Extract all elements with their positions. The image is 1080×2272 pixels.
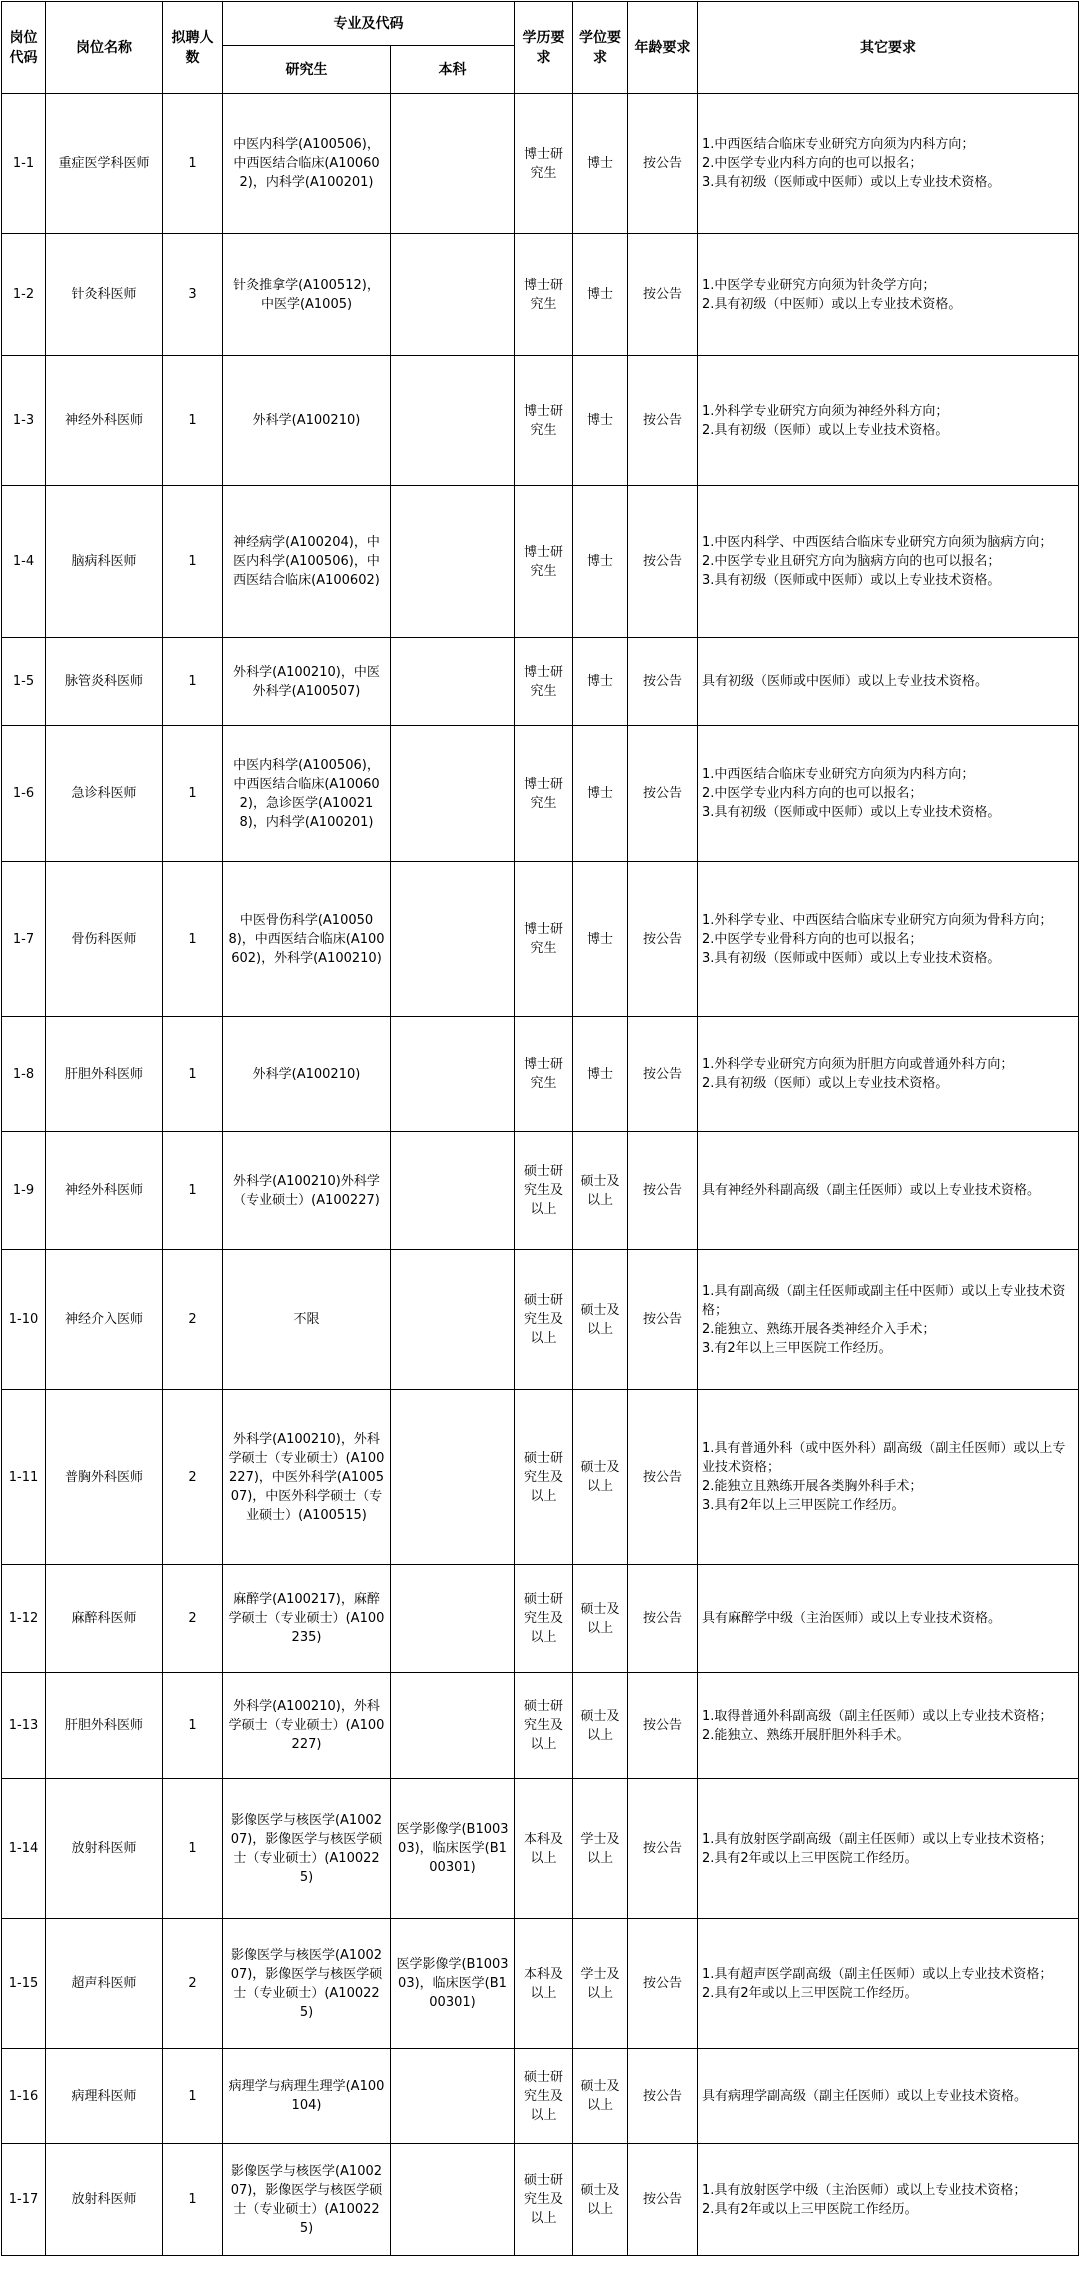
cell-graduate-major: 针灸推拿学(A100512)，中医学(A1005) — [223, 234, 391, 356]
requirement-line: 2.中医学专业内科方向的也可以报名； — [702, 156, 923, 171]
cell-degree: 学士及以上 — [573, 1779, 628, 1919]
requirement-line: 1.外科学专业研究方向须为神经外科方向； — [702, 403, 949, 419]
cell-count: 1 — [163, 1132, 223, 1250]
cell-other-requirements — [698, 726, 1079, 862]
requirement-line: 2.能独立、熟练开展各类神经介入手术； — [702, 1321, 936, 1337]
cell-other-requirements — [698, 1565, 1079, 1673]
requirement-line: 2.具有2年或以上三甲医院工作经历。 — [702, 1850, 918, 1866]
cell-name: 肝胆外科医师 — [46, 1673, 163, 1779]
cell-age: 按公告 — [628, 356, 698, 486]
table-row — [2, 486, 1079, 638]
requirement-line: 2.中医学专业且研究方向为脑病方向的也可以报名； — [702, 554, 1001, 569]
requirement-line: 具有初级（医师或中医师）或以上专业技术资格。 — [702, 674, 989, 689]
cell-undergrad-major — [391, 1390, 515, 1565]
cell-graduate-major: 中医骨伤科学(A100508)，中西医结合临床(A100602)，外科学(A100210) — [223, 862, 391, 1017]
cell-age: 按公告 — [628, 726, 698, 862]
cell-age: 按公告 — [628, 1017, 698, 1132]
cell-degree: 博士 — [573, 1017, 628, 1132]
cell-count: 1 — [163, 486, 223, 638]
cell-age: 按公告 — [628, 1390, 698, 1565]
cell-undergrad-major — [391, 638, 515, 726]
cell-undergrad-major — [391, 2049, 515, 2144]
cell-count: 2 — [163, 1250, 223, 1390]
cell-education: 博士研究生 — [515, 862, 573, 1017]
cell-degree: 硕士及以上 — [573, 1390, 628, 1565]
cell-undergrad-major — [391, 1132, 515, 1250]
cell-education: 硕士研究生及以上 — [515, 2144, 573, 2256]
requirement-line: 1.外科学专业、中西医结合临床专业研究方向须为骨科方向； — [702, 912, 1053, 928]
cell-education: 硕士研究生及以上 — [515, 1390, 573, 1565]
cell-education: 博士研究生 — [515, 638, 573, 726]
table-row — [2, 1919, 1079, 2049]
cell-code: 1-5 — [2, 638, 46, 726]
cell-other-requirements — [698, 1017, 1079, 1132]
cell-name: 骨伤科医师 — [46, 862, 163, 1017]
table-row — [2, 1017, 1079, 1132]
cell-education: 本科及以上 — [515, 1919, 573, 2049]
cell-degree: 硕士及以上 — [573, 1673, 628, 1779]
cell-education: 硕士研究生及以上 — [515, 1565, 573, 1673]
cell-code: 1-14 — [2, 1779, 46, 1919]
cell-graduate-major: 病理学与病理生理学(A100104) — [223, 2049, 391, 2144]
cell-other-requirements — [698, 486, 1079, 638]
cell-degree: 博士 — [573, 638, 628, 726]
cell-other-requirements — [698, 638, 1079, 726]
cell-undergrad-major — [391, 2144, 515, 2256]
cell-other-requirements — [698, 94, 1079, 234]
cell-name: 神经外科医师 — [46, 356, 163, 486]
cell-graduate-major: 影像医学与核医学(A100207)，影像医学与核医学硕士（专业硕士）(A100225) — [223, 2144, 391, 2256]
cell-code: 1-12 — [2, 1565, 46, 1673]
cell-other-requirements — [698, 2049, 1079, 2144]
cell-degree: 硕士及以上 — [573, 2049, 628, 2144]
cell-other-requirements — [698, 1390, 1079, 1565]
cell-undergrad-major — [391, 1250, 515, 1390]
cell-count: 3 — [163, 234, 223, 356]
requirement-line: 3.具有初级（医师或中医师）或以上专业技术资格。 — [702, 950, 1001, 966]
cell-age: 按公告 — [628, 2144, 698, 2256]
cell-graduate-major: 外科学(A100210)，中医外科学(A100507) — [223, 638, 391, 726]
cell-age: 按公告 — [628, 486, 698, 638]
cell-degree: 博士 — [573, 726, 628, 862]
cell-degree: 硕士及以上 — [573, 1250, 628, 1390]
cell-graduate-major: 不限 — [223, 1250, 391, 1390]
requirement-line: 2.具有初级（中医师）或以上专业技术资格。 — [702, 296, 962, 312]
cell-degree: 硕士及以上 — [573, 1132, 628, 1250]
cell-count: 1 — [163, 726, 223, 862]
cell-count: 1 — [163, 2144, 223, 2256]
table-row — [2, 234, 1079, 356]
cell-undergrad-major — [391, 486, 515, 638]
requirement-line: 2.具有2年或以上三甲医院工作经历。 — [702, 1985, 918, 2001]
cell-age: 按公告 — [628, 94, 698, 234]
cell-count: 2 — [163, 1565, 223, 1673]
cell-graduate-major: 神经病学(A100204)，中医内科学(A100506)，中西医结合临床(A100602) — [223, 486, 391, 638]
header-count: 拟聘人数 — [163, 2, 223, 94]
table-row — [2, 356, 1079, 486]
cell-graduate-major: 外科学(A100210) — [223, 1017, 391, 1132]
cell-code: 1-2 — [2, 234, 46, 356]
cell-code: 1-16 — [2, 2049, 46, 2144]
requirement-line: 1.具有放射医学中级（主治医师）或以上专业技术资格； — [702, 2182, 1027, 2198]
cell-age: 按公告 — [628, 2049, 698, 2144]
cell-graduate-major: 外科学(A100210) — [223, 356, 391, 486]
cell-name: 脉管炎科医师 — [46, 638, 163, 726]
cell-code: 1-1 — [2, 94, 46, 234]
cell-degree: 硕士及以上 — [573, 2144, 628, 2256]
cell-code: 1-17 — [2, 2144, 46, 2256]
cell-name: 普胸外科医师 — [46, 1390, 163, 1565]
cell-undergrad-major — [391, 1017, 515, 1132]
requirement-line: 3.具有2年以上三甲医院工作经历。 — [702, 1498, 905, 1513]
cell-count: 1 — [163, 94, 223, 234]
cell-graduate-major: 中医内科学(A100506)，中西医结合临床(A100602)，内科学(A100201) — [223, 94, 391, 234]
cell-code: 1-7 — [2, 862, 46, 1017]
cell-name: 超声科医师 — [46, 1919, 163, 2049]
requirement-line: 1.取得普通外科副高级（副主任医师）或以上专业技术资格； — [702, 1708, 1053, 1724]
cell-undergrad-major — [391, 862, 515, 1017]
header-undergrad: 本科 — [391, 46, 515, 94]
cell-name: 放射科医师 — [46, 1779, 163, 1919]
requirement-line: 1.具有放射医学副高级（副主任医师）或以上专业技术资格； — [702, 1831, 1053, 1847]
cell-name: 麻醉科医师 — [46, 1565, 163, 1673]
cell-graduate-major: 外科学(A100210)，外科学硕士（专业硕士）(A100227) — [223, 1673, 391, 1779]
cell-undergrad-major — [391, 1565, 515, 1673]
table-row — [2, 1673, 1079, 1779]
cell-count: 1 — [163, 356, 223, 486]
cell-other-requirements — [698, 1673, 1079, 1779]
table-row — [2, 1250, 1079, 1390]
cell-graduate-major: 麻醉学(A100217)，麻醉学硕士（专业硕士）(A100235) — [223, 1565, 391, 1673]
cell-other-requirements — [698, 1919, 1079, 2049]
requirement-line: 3.具有初级（医师或中医师）或以上专业技术资格。 — [702, 573, 1001, 588]
cell-other-requirements — [698, 2144, 1079, 2256]
cell-age: 按公告 — [628, 1779, 698, 1919]
cell-name: 病理科医师 — [46, 2049, 163, 2144]
cell-name: 肝胆外科医师 — [46, 1017, 163, 1132]
requirement-line: 1.外科学专业研究方向须为肝胆方向或普通外科方向； — [702, 1057, 1014, 1072]
cell-degree: 博士 — [573, 234, 628, 356]
requirement-line: 2.具有初级（医师）或以上专业技术资格。 — [702, 422, 949, 438]
cell-code: 1-10 — [2, 1250, 46, 1390]
cell-education: 硕士研究生及以上 — [515, 1132, 573, 1250]
cell-name: 针灸科医师 — [46, 234, 163, 356]
cell-code: 1-15 — [2, 1919, 46, 2049]
requirement-line: 1.中医内科学、中西医结合临床专业研究方向须为脑病方向； — [702, 535, 1053, 550]
cell-count: 1 — [163, 1779, 223, 1919]
cell-age: 按公告 — [628, 234, 698, 356]
cell-age: 按公告 — [628, 1250, 698, 1390]
cell-count: 1 — [163, 1017, 223, 1132]
header-name: 岗位名称 — [46, 2, 163, 94]
table-header — [2, 2, 1079, 94]
cell-count: 1 — [163, 862, 223, 1017]
cell-name: 脑病科医师 — [46, 486, 163, 638]
cell-degree: 博士 — [573, 94, 628, 234]
requirement-line: 2.具有初级（医师）或以上专业技术资格。 — [702, 1076, 949, 1091]
cell-age: 按公告 — [628, 1565, 698, 1673]
cell-education: 博士研究生 — [515, 1017, 573, 1132]
cell-education: 博士研究生 — [515, 234, 573, 356]
requirement-line: 1.中西医结合临床专业研究方向须为内科方向； — [702, 137, 975, 152]
table-row — [2, 2144, 1079, 2256]
cell-code: 1-13 — [2, 1673, 46, 1779]
cell-code: 1-11 — [2, 1390, 46, 1565]
cell-count: 2 — [163, 1390, 223, 1565]
cell-age: 按公告 — [628, 1132, 698, 1250]
cell-degree: 学士及以上 — [573, 1919, 628, 2049]
requirement-line: 1.中医学专业研究方向须为针灸学方向； — [702, 277, 936, 293]
header-graduate: 研究生 — [223, 46, 391, 94]
cell-other-requirements — [698, 1779, 1079, 1919]
table-row — [2, 638, 1079, 726]
requirement-line: 3.具有初级（医师或中医师）或以上专业技术资格。 — [702, 175, 1001, 190]
cell-education: 博士研究生 — [515, 356, 573, 486]
cell-count: 1 — [163, 1673, 223, 1779]
table-row — [2, 1779, 1079, 1919]
cell-age: 按公告 — [628, 1919, 698, 2049]
cell-name: 重症医学科医师 — [46, 94, 163, 234]
requirement-line: 3.有2年以上三甲医院工作经历。 — [702, 1340, 892, 1356]
cell-graduate-major: 中医内科学(A100506)，中西医结合临床(A100602)，急诊医学(A100218)，内科学(A100201) — [223, 726, 391, 862]
cell-count: 2 — [163, 1919, 223, 2049]
cell-name: 急诊科医师 — [46, 726, 163, 862]
cell-other-requirements — [698, 234, 1079, 356]
cell-name: 放射科医师 — [46, 2144, 163, 2256]
cell-undergrad-major: 医学影像学(B100303)，临床医学(B100301) — [391, 1779, 515, 1919]
cell-graduate-major: 外科学(A100210)外科学（专业硕士）(A100227) — [223, 1132, 391, 1250]
cell-age: 按公告 — [628, 638, 698, 726]
cell-name: 神经外科医师 — [46, 1132, 163, 1250]
table-body — [2, 94, 1079, 2256]
cell-other-requirements — [698, 356, 1079, 486]
cell-education: 博士研究生 — [515, 726, 573, 862]
requirement-line: 2.能独立、熟练开展肝胆外科手术。 — [702, 1727, 910, 1743]
requirement-line: 2.能独立且熟练开展各类胸外科手术； — [702, 1479, 923, 1494]
cell-age: 按公告 — [628, 862, 698, 1017]
cell-undergrad-major — [391, 234, 515, 356]
cell-degree: 博士 — [573, 486, 628, 638]
cell-degree: 博士 — [573, 862, 628, 1017]
cell-degree: 博士 — [573, 356, 628, 486]
cell-name: 神经介入医师 — [46, 1250, 163, 1390]
header-age: 年龄要求 — [628, 2, 698, 94]
cell-code: 1-8 — [2, 1017, 46, 1132]
header-education: 学历要求 — [515, 2, 573, 94]
cell-graduate-major: 影像医学与核医学(A100207)，影像医学与核医学硕士（专业硕士）(A100225) — [223, 1919, 391, 2049]
cell-education: 博士研究生 — [515, 94, 573, 234]
table-row — [2, 726, 1079, 862]
requirement-line: 具有麻醉学中级（主治医师）或以上专业技术资格。 — [702, 1611, 1002, 1626]
cell-other-requirements — [698, 1132, 1079, 1250]
table-row — [2, 1132, 1079, 1250]
cell-degree: 硕士及以上 — [573, 1565, 628, 1673]
requirement-line: 具有神经外科副高级（副主任医师）或以上专业技术资格。 — [702, 1183, 1041, 1198]
cell-age: 按公告 — [628, 1673, 698, 1779]
cell-education: 本科及以上 — [515, 1779, 573, 1919]
cell-graduate-major: 外科学(A100210)，外科学硕士（专业硕士）(A100227)，中医外科学(A100507)，中医外科学硕士（专业硕士）(A100515) — [223, 1390, 391, 1565]
cell-education: 博士研究生 — [515, 486, 573, 638]
table-row — [2, 1390, 1079, 1565]
cell-undergrad-major — [391, 94, 515, 234]
table-row — [2, 2049, 1079, 2144]
table-row — [2, 94, 1079, 234]
cell-count: 1 — [163, 638, 223, 726]
header-code: 岗位代码 — [2, 2, 46, 94]
requirement-line: 2.中医学专业内科方向的也可以报名； — [702, 786, 923, 801]
header-other: 其它要求 — [698, 2, 1079, 94]
header-major-group: 专业及代码 — [223, 2, 515, 46]
cell-education: 硕士研究生及以上 — [515, 1250, 573, 1390]
cell-undergrad-major — [391, 726, 515, 862]
requirement-line: 具有病理学副高级（副主任医师）或以上专业技术资格。 — [702, 2088, 1028, 2104]
requirement-line: 1.中西医结合临床专业研究方向须为内科方向； — [702, 767, 975, 782]
cell-code: 1-9 — [2, 1132, 46, 1250]
cell-other-requirements — [698, 1250, 1079, 1390]
cell-graduate-major: 影像医学与核医学(A100207)，影像医学与核医学硕士（专业硕士）(A100225) — [223, 1779, 391, 1919]
cell-education: 硕士研究生及以上 — [515, 2049, 573, 2144]
cell-education: 硕士研究生及以上 — [515, 1673, 573, 1779]
cell-code: 1-3 — [2, 356, 46, 486]
header-degree: 学位要求 — [573, 2, 628, 94]
cell-count: 1 — [163, 2049, 223, 2144]
requirement-line: 1.具有超声医学副高级（副主任医师）或以上专业技术资格； — [702, 1966, 1053, 1982]
cell-undergrad-major — [391, 1673, 515, 1779]
requirement-line: 1.具有普通外科（或中医外科）副高级（副主任医师）或以上专业技术资格； — [702, 1441, 1066, 1475]
requirement-line: 2.中医学专业骨科方向的也可以报名； — [702, 931, 923, 947]
cell-other-requirements — [698, 862, 1079, 1017]
requirement-line: 3.具有初级（医师或中医师）或以上专业技术资格。 — [702, 805, 1001, 820]
cell-code: 1-6 — [2, 726, 46, 862]
cell-undergrad-major — [391, 356, 515, 486]
cell-undergrad-major: 医学影像学(B100303)，临床医学(B100301) — [391, 1919, 515, 2049]
table-row — [2, 1565, 1079, 1673]
recruitment-table — [1, 1, 1079, 2256]
requirement-line: 1.具有副高级（副主任医师或副主任中医师）或以上专业技术资格； — [702, 1283, 1066, 1318]
table-row — [2, 862, 1079, 1017]
requirement-line: 2.具有2年或以上三甲医院工作经历。 — [702, 2201, 918, 2217]
cell-code: 1-4 — [2, 486, 46, 638]
